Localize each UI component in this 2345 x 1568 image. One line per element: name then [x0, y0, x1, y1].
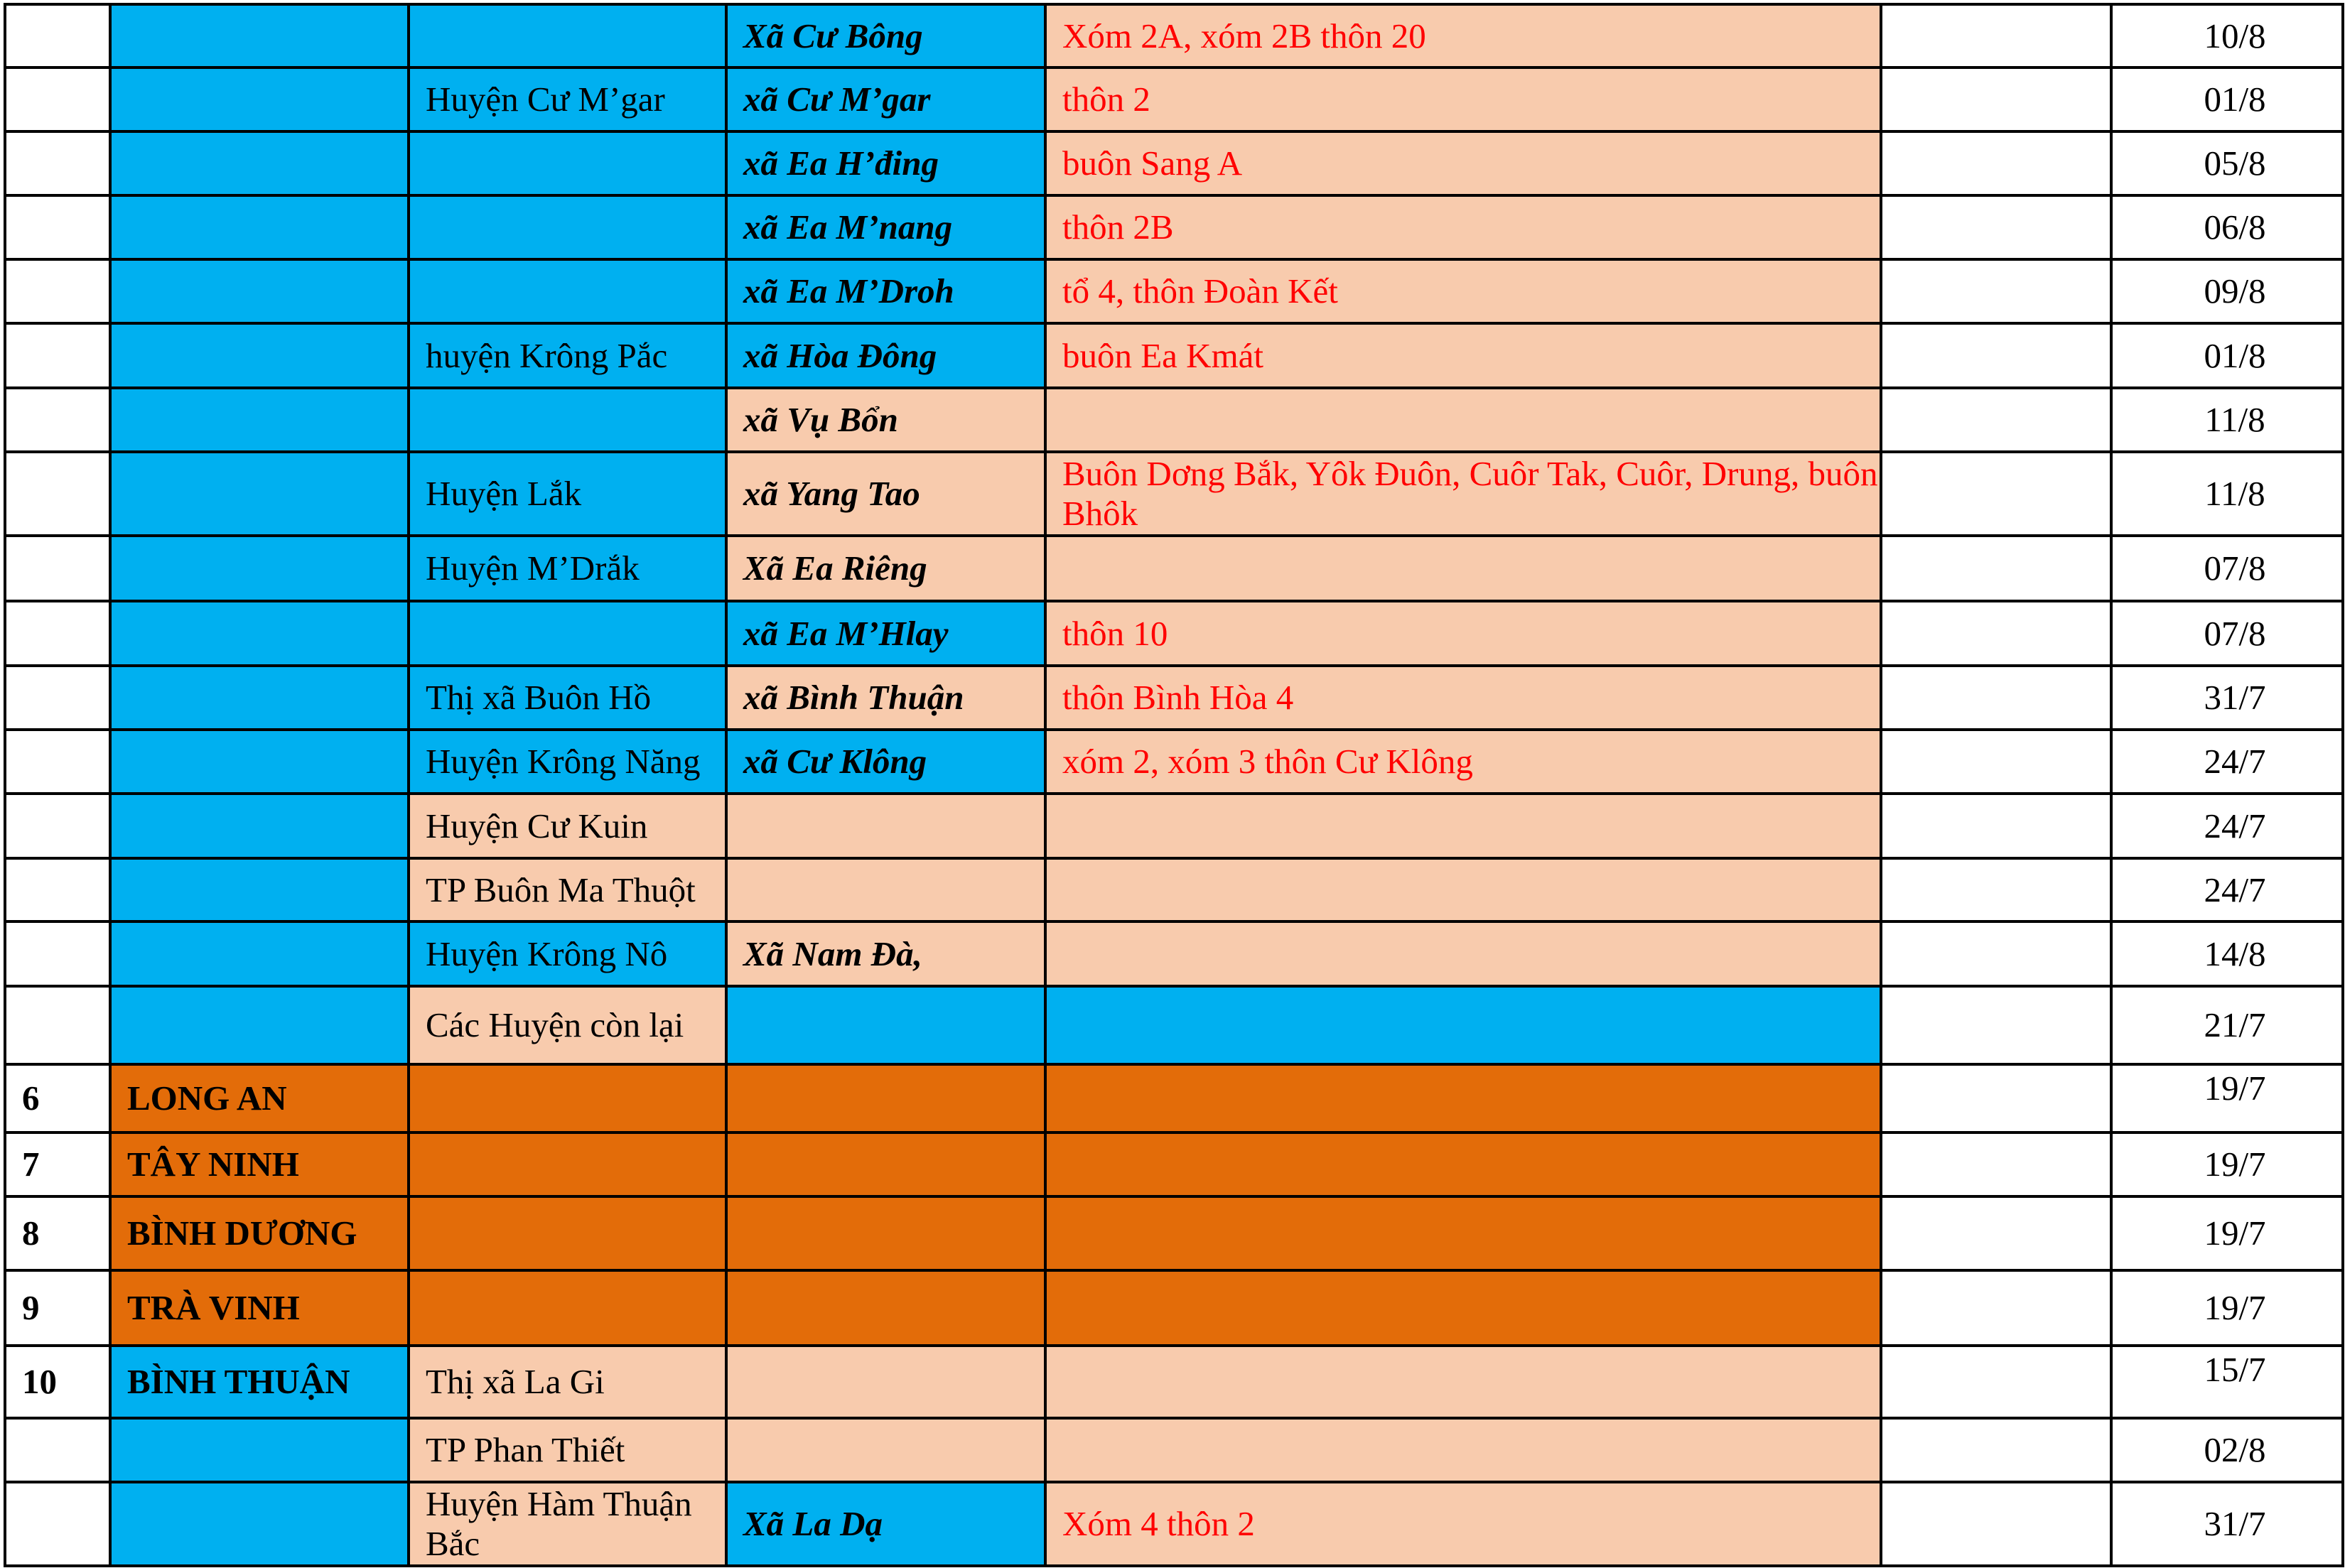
commune-name [726, 1346, 1045, 1418]
commune-name [726, 1196, 1045, 1270]
district-name [409, 388, 726, 452]
date: 19/7 [2111, 1132, 2343, 1196]
district-name [409, 131, 726, 195]
row-number: 10 [5, 1346, 110, 1418]
date: 11/8 [2111, 452, 2343, 536]
commune-name [726, 1132, 1045, 1196]
table-row [5, 921, 2343, 986]
row-number [5, 1418, 110, 1482]
location-detail [1045, 388, 1881, 452]
table-row [5, 858, 2343, 921]
table-row [5, 388, 2343, 452]
blank-cell [1881, 1418, 2111, 1482]
district-name: Huyện Krông Nô [409, 921, 726, 986]
date: 19/7 [2111, 1064, 2343, 1132]
date: 10/8 [2111, 4, 2343, 67]
commune-name: xã Cư Klông [726, 730, 1045, 794]
date: 21/7 [2111, 986, 2343, 1064]
row-number [5, 4, 110, 67]
row-number [5, 730, 110, 794]
location-detail: thôn Bình Hòa 4 [1045, 666, 1881, 730]
district-name: Huyện Hàm Thuận Bắc [409, 1482, 726, 1566]
blank-cell [1881, 388, 2111, 452]
row-number [5, 388, 110, 452]
table-row [5, 794, 2343, 858]
province-name [110, 452, 409, 536]
table-row [5, 131, 2343, 195]
blank-cell [1881, 794, 2111, 858]
district-name [409, 601, 726, 666]
province-name: BÌNH DƯƠNG [110, 1196, 409, 1270]
table-row [5, 1064, 2343, 1132]
location-detail [1045, 986, 1881, 1064]
location-detail [1045, 1196, 1881, 1270]
table-row [5, 452, 2343, 536]
location-detail [1045, 1064, 1881, 1132]
district-name [409, 195, 726, 259]
date: 09/8 [2111, 259, 2343, 323]
location-detail: tổ 4, thôn Đoàn Kết [1045, 259, 1881, 323]
location-detail [1045, 921, 1881, 986]
province-name: TÂY NINH [110, 1132, 409, 1196]
commune-name [726, 986, 1045, 1064]
table-row [5, 1418, 2343, 1482]
table-row [5, 195, 2343, 259]
district-name [409, 1196, 726, 1270]
location-detail: thôn 2 [1045, 67, 1881, 131]
blank-cell [1881, 921, 2111, 986]
row-number: 9 [5, 1270, 110, 1346]
table-row [5, 1270, 2343, 1346]
blank-cell [1881, 195, 2111, 259]
province-name [110, 259, 409, 323]
district-name: Huyện Cư M’gar [409, 67, 726, 131]
table-row [5, 1196, 2343, 1270]
commune-name: xã Bình Thuận [726, 666, 1045, 730]
table-row [5, 259, 2343, 323]
row-number [5, 666, 110, 730]
row-number [5, 67, 110, 131]
date: 24/7 [2111, 858, 2343, 921]
blank-cell [1881, 452, 2111, 536]
district-name: Huyện M’Drắk [409, 536, 726, 601]
province-name [110, 858, 409, 921]
blank-cell [1881, 323, 2111, 388]
table-row [5, 1346, 2343, 1418]
province-name [110, 388, 409, 452]
blank-cell [1881, 131, 2111, 195]
date: 15/7 [2111, 1346, 2343, 1418]
province-name [110, 195, 409, 259]
commune-name: Xã La Dạ [726, 1482, 1045, 1566]
blank-cell [1881, 1482, 2111, 1566]
commune-name [726, 858, 1045, 921]
commune-name [726, 794, 1045, 858]
commune-name [726, 1064, 1045, 1132]
blank-cell [1881, 666, 2111, 730]
location-detail: xóm 2, xóm 3 thôn Cư Klông [1045, 730, 1881, 794]
table-row [5, 730, 2343, 794]
date: 31/7 [2111, 1482, 2343, 1566]
row-number [5, 131, 110, 195]
blank-cell [1881, 1132, 2111, 1196]
district-name [409, 1132, 726, 1196]
date: 01/8 [2111, 67, 2343, 131]
province-name [110, 131, 409, 195]
district-name: Huyện Krông Năng [409, 730, 726, 794]
blank-cell [1881, 601, 2111, 666]
commune-name: xã Ea H’đing [726, 131, 1045, 195]
blank-cell [1881, 4, 2111, 67]
blank-cell [1881, 730, 2111, 794]
table-row [5, 536, 2343, 601]
blank-cell [1881, 1196, 2111, 1270]
outbreak-table [4, 3, 2344, 1567]
province-name [110, 921, 409, 986]
blank-cell [1881, 259, 2111, 323]
row-number [5, 794, 110, 858]
row-number [5, 536, 110, 601]
row-number [5, 323, 110, 388]
location-detail: Buôn Dơng Bắk, Yôk Đuôn, Cuôr Tak, Cuôr, Drung, buôn Bhôk [1045, 452, 1881, 536]
location-detail: Xóm 2A, xóm 2B thôn 20 [1045, 4, 1881, 67]
location-detail: Xóm 4 thôn 2 [1045, 1482, 1881, 1566]
commune-name: Xã Ea Riêng [726, 536, 1045, 601]
location-detail [1045, 1418, 1881, 1482]
commune-name: Xã Cư Bông [726, 4, 1045, 67]
table-row [5, 1132, 2343, 1196]
location-detail: buôn Ea Kmát [1045, 323, 1881, 388]
commune-name: xã Ea M’Droh [726, 259, 1045, 323]
date: 06/8 [2111, 195, 2343, 259]
district-name: TP Phan Thiết [409, 1418, 726, 1482]
province-name: BÌNH THUẬN [110, 1346, 409, 1418]
row-number: 7 [5, 1132, 110, 1196]
table-row [5, 986, 2343, 1064]
blank-cell [1881, 1270, 2111, 1346]
row-number [5, 1482, 110, 1566]
location-detail [1045, 794, 1881, 858]
province-name [110, 1418, 409, 1482]
date: 31/7 [2111, 666, 2343, 730]
date: 01/8 [2111, 323, 2343, 388]
row-number [5, 452, 110, 536]
location-detail [1045, 536, 1881, 601]
table-row [5, 601, 2343, 666]
date: 07/8 [2111, 601, 2343, 666]
location-detail [1045, 858, 1881, 921]
table-row [5, 1482, 2343, 1566]
province-name [110, 67, 409, 131]
province-name [110, 986, 409, 1064]
row-number [5, 259, 110, 323]
date: 14/8 [2111, 921, 2343, 986]
row-number [5, 601, 110, 666]
blank-cell [1881, 986, 2111, 1064]
commune-name [726, 1270, 1045, 1346]
blank-cell [1881, 858, 2111, 921]
table-row [5, 323, 2343, 388]
date: 11/8 [2111, 388, 2343, 452]
row-number: 8 [5, 1196, 110, 1270]
province-name [110, 4, 409, 67]
row-number [5, 858, 110, 921]
location-detail [1045, 1270, 1881, 1346]
province-name [110, 794, 409, 858]
commune-name: xã Ea M’Hlay [726, 601, 1045, 666]
district-name: Thị xã Buôn Hồ [409, 666, 726, 730]
location-detail [1045, 1132, 1881, 1196]
date: 24/7 [2111, 730, 2343, 794]
location-detail: thôn 2B [1045, 195, 1881, 259]
date: 19/7 [2111, 1196, 2343, 1270]
blank-cell [1881, 1346, 2111, 1418]
district-name: TP Buôn Ma Thuột [409, 858, 726, 921]
commune-name: xã Vụ Bổn [726, 388, 1045, 452]
district-name [409, 1270, 726, 1346]
province-name: LONG AN [110, 1064, 409, 1132]
commune-name: xã Ea M’nang [726, 195, 1045, 259]
district-name: Huyện Lắk [409, 452, 726, 536]
province-name [110, 536, 409, 601]
district-name [409, 259, 726, 323]
table-row [5, 4, 2343, 67]
row-number [5, 986, 110, 1064]
province-name [110, 730, 409, 794]
row-number: 6 [5, 1064, 110, 1132]
province-name [110, 666, 409, 730]
location-detail: thôn 10 [1045, 601, 1881, 666]
district-name [409, 1064, 726, 1132]
date: 02/8 [2111, 1418, 2343, 1482]
district-name: Thị xã La Gi [409, 1346, 726, 1418]
commune-name [726, 1418, 1045, 1482]
province-name [110, 323, 409, 388]
commune-name: Xã Nam Đà, [726, 921, 1045, 986]
date: 24/7 [2111, 794, 2343, 858]
blank-cell [1881, 536, 2111, 601]
blank-cell [1881, 1064, 2111, 1132]
date: 05/8 [2111, 131, 2343, 195]
table-row [5, 666, 2343, 730]
date: 19/7 [2111, 1270, 2343, 1346]
commune-name: xã Yang Tao [726, 452, 1045, 536]
table-row [5, 67, 2343, 131]
province-name: TRÀ VINH [110, 1270, 409, 1346]
commune-name: xã Cư M’gar [726, 67, 1045, 131]
date: 07/8 [2111, 536, 2343, 601]
province-name [110, 1482, 409, 1566]
commune-name: xã Hòa Đông [726, 323, 1045, 388]
row-number [5, 921, 110, 986]
district-name [409, 4, 726, 67]
district-name: Huyện Cư Kuin [409, 794, 726, 858]
blank-cell [1881, 67, 2111, 131]
location-detail: buôn Sang A [1045, 131, 1881, 195]
province-name [110, 601, 409, 666]
district-name: Các Huyện còn lại [409, 986, 726, 1064]
row-number [5, 195, 110, 259]
district-name: huyện Krông Pắc [409, 323, 726, 388]
location-detail [1045, 1346, 1881, 1418]
